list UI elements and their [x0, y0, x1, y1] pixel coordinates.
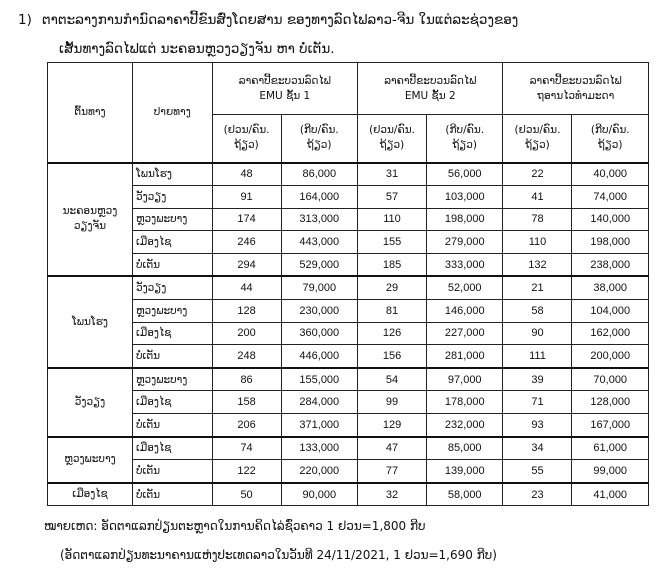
destination-cell: ເມືອງໄຊ: [132, 391, 212, 414]
fare-yuan-cell: 248: [212, 345, 281, 368]
fare-kip-cell: 38,000: [572, 276, 649, 299]
fare-yuan-cell: 126: [358, 322, 427, 345]
fare-yuan-cell: 86: [212, 368, 281, 391]
unit-line: (ຢວນ/ຄົນ.: [369, 124, 415, 137]
fare-kip-cell: 230,000: [281, 300, 357, 323]
destination-cell: ບໍ່ເຕັນ: [132, 345, 212, 368]
origin-name: ນະຄອນຫຼວງ: [62, 205, 118, 218]
origin-name: ວຽງຈັນ: [73, 220, 107, 233]
bank-rate-note: (ອັດຕາແລກປ່ຽນທະນາຄານແຫ່ງປະເທດລາວໃນວັນທີ 24/11/2021, 1 ຢວນ=1,690 ກີບ): [60, 548, 497, 562]
fare-kip-cell: 146,000: [427, 300, 503, 323]
destination-cell: ບໍ່ເຕັນ: [132, 460, 212, 483]
fare-yuan-cell: 21: [503, 276, 572, 299]
fare-yuan-cell: 54: [358, 368, 427, 391]
fare-kip-cell: 529,000: [281, 253, 357, 276]
fare-kip-cell: 279,000: [427, 231, 503, 254]
fare-yuan-cell: 200: [212, 322, 281, 345]
destination-cell: ວັງວຽງ: [132, 186, 212, 209]
fare-yuan-cell: 110: [358, 208, 427, 231]
fare-kip-cell: 103,000: [427, 186, 503, 209]
fare-kip-cell: 139,000: [427, 460, 503, 483]
fare-kip-cell: 443,000: [281, 231, 357, 254]
heading: [18, 6, 658, 64]
fare-yuan-cell: 99: [358, 391, 427, 414]
fare-yuan-cell: 90: [503, 322, 572, 345]
origin-name: ວັງວຽງ: [74, 395, 106, 408]
fare-yuan-cell: 48: [212, 163, 281, 186]
unit-line: ຖ້ຽວ): [379, 139, 405, 152]
group-header-line: ລາຄາປີ້ຂະບວນລົດໄຟ: [384, 74, 477, 87]
fare-kip-cell: 41,000: [572, 483, 649, 506]
table-row: [48, 460, 649, 483]
destination-cell: ເມືອງໄຊ: [132, 437, 212, 460]
destination-cell: ວັງວຽງ: [132, 276, 212, 299]
group-header-emu-1: [212, 63, 357, 115]
fare-kip-cell: 164,000: [281, 186, 357, 209]
fare-yuan-cell: 174: [212, 208, 281, 231]
destination-cell: ຫຼວງພະບາງ: [132, 368, 212, 391]
fare-kip-cell: 70,000: [572, 368, 649, 391]
group-header-line: ຖອານໄວທໍາມະດາ: [537, 89, 615, 102]
unit-header-yuan: [503, 115, 572, 163]
fare-yuan-cell: 39: [503, 368, 572, 391]
unit-header-kip: [572, 115, 649, 163]
fare-yuan-cell: 294: [212, 253, 281, 276]
table-row: [48, 231, 649, 254]
fare-yuan-cell: 47: [358, 437, 427, 460]
fare-kip-cell: 56,000: [427, 163, 503, 186]
unit-header-kip: [427, 115, 503, 163]
fare-yuan-cell: 77: [358, 460, 427, 483]
table-row: [48, 163, 649, 186]
origin-name: ເມືອງໄຊ: [72, 488, 108, 501]
fare-kip-cell: 200,000: [572, 345, 649, 368]
fare-kip-cell: 140,000: [572, 208, 649, 231]
unit-line: (ກີບ/ຄົນ.: [299, 124, 339, 137]
fare-yuan-cell: 55: [503, 460, 572, 483]
table-row: [48, 253, 649, 276]
destination-cell: ເມືອງໄຊ: [132, 322, 212, 345]
fare-kip-cell: 281,000: [427, 345, 503, 368]
fare-yuan-cell: 122: [212, 460, 281, 483]
destination-cell: ຫຼວງພະບາງ: [132, 300, 212, 323]
fare-table-body: [48, 163, 649, 506]
fare-kip-cell: 232,000: [427, 414, 503, 437]
table-row: [48, 276, 649, 299]
fare-yuan-cell: 93: [503, 414, 572, 437]
group-header-line: ລາຄາປີ້ຂະບວນລົດໄຟ: [238, 74, 331, 87]
fare-kip-cell: 313,000: [281, 208, 357, 231]
unit-line: ຖ້ຽວ): [452, 139, 477, 152]
fare-kip-cell: 90,000: [281, 483, 357, 506]
fare-yuan-cell: 110: [503, 231, 572, 254]
fare-kip-cell: 360,000: [281, 322, 357, 345]
origin-cell: [48, 276, 133, 367]
fare-kip-cell: 284,000: [281, 391, 357, 414]
table-row: [48, 186, 649, 209]
fare-yuan-cell: 156: [358, 345, 427, 368]
heading-number: 1): [18, 12, 32, 28]
fare-yuan-cell: 41: [503, 186, 572, 209]
fare-yuan-cell: 128: [212, 300, 281, 323]
origin-name: ໂພນໂຮງ: [71, 315, 108, 328]
fare-yuan-cell: 111: [503, 345, 572, 368]
fare-kip-cell: 86,000: [281, 163, 357, 186]
fare-kip-cell: 167,000: [572, 414, 649, 437]
fare-kip-cell: 198,000: [427, 208, 503, 231]
fare-kip-cell: 52,000: [427, 276, 503, 299]
fare-kip-cell: 220,000: [281, 460, 357, 483]
origin-cell: [48, 483, 133, 506]
fare-yuan-cell: 91: [212, 186, 281, 209]
fare-yuan-cell: 44: [212, 276, 281, 299]
unit-line: (ກີບ/ຄົນ.: [445, 124, 485, 137]
fare-yuan-cell: 185: [358, 253, 427, 276]
fare-yuan-cell: 132: [503, 253, 572, 276]
fare-yuan-cell: 22: [503, 163, 572, 186]
fare-yuan-cell: 57: [358, 186, 427, 209]
fare-yuan-cell: 23: [503, 483, 572, 506]
heading-text-2: ເສັ້ນທາງລົດໄຟແຕ່ ນະຄອນຫຼວງວຽງຈັນ ຫາ ບໍ່ເຕັນ.: [59, 41, 335, 57]
fare-yuan-cell: 246: [212, 231, 281, 254]
group-header-line: EMU ຊັ້ນ 2: [404, 89, 456, 102]
unit-header-kip: [281, 115, 357, 163]
heading-line-1: [18, 6, 658, 35]
table-row: [48, 300, 649, 323]
fare-yuan-cell: 81: [358, 300, 427, 323]
fare-kip-cell: 97,000: [427, 368, 503, 391]
destination-cell: ເມືອງໄຊ: [132, 231, 212, 254]
fare-yuan-cell: 74: [212, 437, 281, 460]
fare-kip-cell: 238,000: [572, 253, 649, 276]
fare-table-header: [48, 63, 649, 163]
group-header-line: ລາຄາປີ້ຂະບວນລົດໄຟ: [529, 74, 622, 87]
fare-kip-cell: 333,000: [427, 253, 503, 276]
unit-line: (ຢວນ/ຄົນ.: [514, 124, 561, 137]
unit-line: ຖ້ຽວ): [525, 139, 550, 152]
table-row: [48, 345, 649, 368]
destination-header: ປາຍທາງ: [132, 63, 212, 163]
fare-kip-cell: 162,000: [572, 322, 649, 345]
fare-yuan-cell: 31: [358, 163, 427, 186]
exchange-note: ໝາຍເຫດ: ອັດຕາແລກປ່ຽນຕະຫຼາດໃນການຄິດໄລ່ຊົ່ວຄາວ 1 ຢວນ=1,800 ກີບ: [44, 519, 426, 533]
group-header-emu-2: [358, 63, 503, 115]
origin-name: ຫຼວງພະບາງ: [64, 453, 116, 466]
fare-kip-cell: 40,000: [572, 163, 649, 186]
fare-kip-cell: 227,000: [427, 322, 503, 345]
table-row: [48, 322, 649, 345]
fare-kip-cell: 74,000: [572, 186, 649, 209]
origin-header: ຕົ້ນທາງ: [48, 63, 133, 163]
fare-kip-cell: 79,000: [281, 276, 357, 299]
fare-yuan-cell: 158: [212, 391, 281, 414]
unit-line: (ຢວນ/ຄົນ.: [223, 124, 270, 137]
fare-kip-cell: 99,000: [572, 460, 649, 483]
unit-line: ຖ້ຽວ): [234, 139, 259, 152]
fare-kip-cell: 85,000: [427, 437, 503, 460]
fare-kip-cell: 198,000: [572, 231, 649, 254]
fare-kip-cell: 104,000: [572, 300, 649, 323]
fare-yuan-cell: 71: [503, 391, 572, 414]
fare-yuan-cell: 50: [212, 483, 281, 506]
fare-yuan-cell: 129: [358, 414, 427, 437]
table-row: [48, 368, 649, 391]
table-row: [48, 208, 649, 231]
unit-line: ຖ້ຽວ): [597, 139, 623, 152]
unit-header-yuan: [212, 115, 281, 163]
fare-kip-cell: 58,000: [427, 483, 503, 506]
fare-table: [47, 62, 649, 506]
fare-yuan-cell: 78: [503, 208, 572, 231]
table-row: [48, 437, 649, 460]
unit-line: ຖ້ຽວ): [307, 139, 332, 152]
table-row: [48, 414, 649, 437]
fare-kip-cell: 371,000: [281, 414, 357, 437]
group-header-normal: [503, 63, 649, 115]
destination-cell: ໂພນໂຮງ: [132, 163, 212, 186]
fare-kip-cell: 178,000: [427, 391, 503, 414]
table-row: [48, 391, 649, 414]
fare-kip-cell: 446,000: [281, 345, 357, 368]
origin-cell: [48, 437, 133, 483]
fare-kip-cell: 155,000: [281, 368, 357, 391]
fare-kip-cell: 133,000: [281, 437, 357, 460]
fare-kip-cell: 128,000: [572, 391, 649, 414]
fare-yuan-cell: 58: [503, 300, 572, 323]
table-row: [48, 483, 649, 506]
fare-yuan-cell: 32: [358, 483, 427, 506]
unit-header-yuan: [358, 115, 427, 163]
origin-cell: [48, 163, 133, 277]
heading-text-1: ຕາຕະລາງການກໍານົດລາຄາປີ້ຂົນສົ່ງໂດຍສານ ຂອງທາງລົດໄຟລາວ-ຈີນ ໃນແຕ່ລະຊ່ວງຂອງ: [42, 12, 519, 28]
destination-cell: ບໍ່ເຕັນ: [132, 253, 212, 276]
destination-cell: ບໍ່ເຕັນ: [132, 483, 212, 506]
fare-yuan-cell: 155: [358, 231, 427, 254]
destination-cell: ບໍ່ເຕັນ: [132, 414, 212, 437]
fare-yuan-cell: 34: [503, 437, 572, 460]
origin-cell: [48, 368, 133, 437]
fare-yuan-cell: 206: [212, 414, 281, 437]
destination-cell: ຫຼວງພະບາງ: [132, 208, 212, 231]
group-header-line: EMU ຊັ້ນ 1: [259, 89, 311, 102]
fare-kip-cell: 61,000: [572, 437, 649, 460]
fare-yuan-cell: 29: [358, 276, 427, 299]
unit-line: (ກີບ/ຄົນ.: [590, 124, 630, 137]
